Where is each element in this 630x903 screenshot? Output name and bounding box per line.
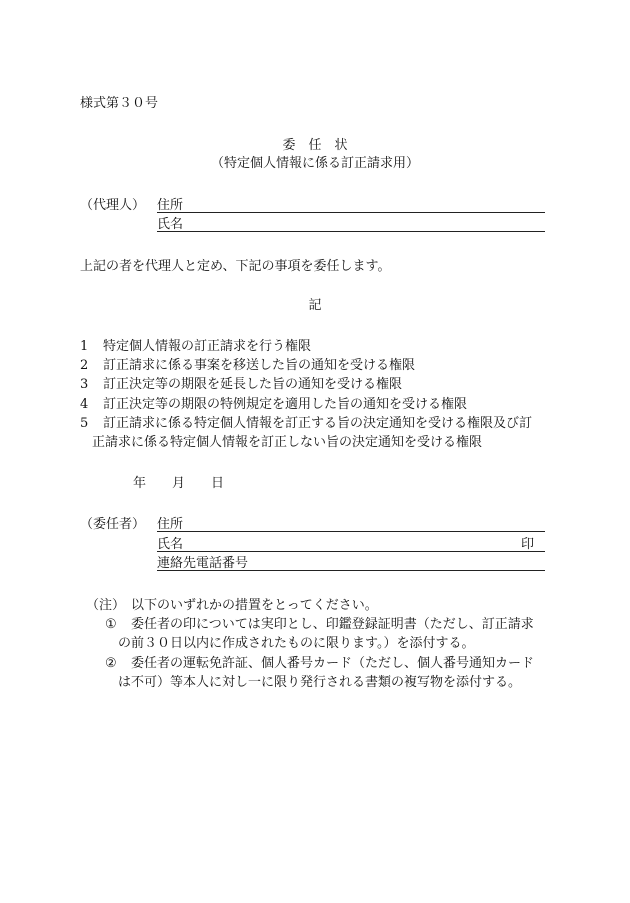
list-item: 訂正請求に係る事案を移送した旨の通知を受ける権限 (103, 358, 416, 373)
note-line: は不可）等本人に対し一に限り発行される書類の複写物を添付する。 (118, 675, 522, 690)
note-line: 委任者の運転免許証、個人番号カード（ただし、個人番号通知カード (131, 656, 535, 671)
delegator-phone-label: 連絡先電話番号 (157, 556, 249, 571)
delegator-name-field[interactable] (157, 551, 545, 552)
note-line: の前３０日以内に作成されたものに限ります。）を添付する。 (118, 636, 475, 651)
delegator-label: （委任者） (80, 517, 146, 532)
list-item: 訂正決定等の期限を延長した旨の通知を受ける権限 (103, 377, 403, 392)
agent-address-field[interactable] (157, 212, 545, 213)
delegator-address-label: 住所 (157, 517, 184, 532)
agent-name-field[interactable] (157, 231, 545, 232)
list-item-continuation: 正請求に係る特定個人情報を訂正しない旨の決定通知を受ける権限 (92, 435, 483, 450)
ki-heading: 記 (308, 298, 322, 313)
delegator-phone-field[interactable] (157, 570, 545, 571)
note-line: 委任者の印については実印とし、印鑑登録証明書（ただし、訂正請求 (131, 617, 534, 632)
list-item-number: 1 (80, 339, 89, 354)
list-item-number: 5 (80, 416, 89, 431)
delegator-address-field[interactable] (157, 531, 545, 532)
form-number: 様式第３０号 (80, 96, 159, 111)
date-day: 日 (211, 476, 225, 491)
list-item-number: 4 (80, 397, 89, 412)
list-item: 訂正決定等の期限の特例規定を適用した旨の通知を受ける権限 (103, 397, 468, 412)
document-title: 委 任 状 (282, 138, 348, 153)
agent-name-label: 氏名 (157, 217, 184, 232)
notes-intro: 以下のいずれかの措置をとってください。 (131, 598, 378, 613)
date-year: 年 (133, 476, 147, 491)
list-item: 訂正請求に係る特定個人情報を訂正する旨の決定通知を受ける権限及び訂 (103, 416, 533, 431)
list-item-number: 3 (80, 377, 89, 392)
document-subtitle: （特定個人情報に係る訂正請求用） (210, 156, 419, 171)
agent-label: （代理人） (80, 198, 146, 213)
note-marker: ② (105, 656, 117, 671)
date-month: 月 (172, 476, 186, 491)
list-item: 特定個人情報の訂正請求を行う権限 (103, 339, 312, 354)
note-marker: ① (105, 617, 117, 632)
list-item-number: 2 (80, 358, 89, 373)
agent-address-label: 住所 (157, 198, 184, 213)
seal-mark: 印 (521, 537, 535, 552)
notes-label: （注） (86, 598, 126, 613)
intro-text: 上記の者を代理人と定め、下記の事項を委任します。 (80, 259, 391, 274)
delegator-name-label: 氏名 (157, 537, 184, 552)
